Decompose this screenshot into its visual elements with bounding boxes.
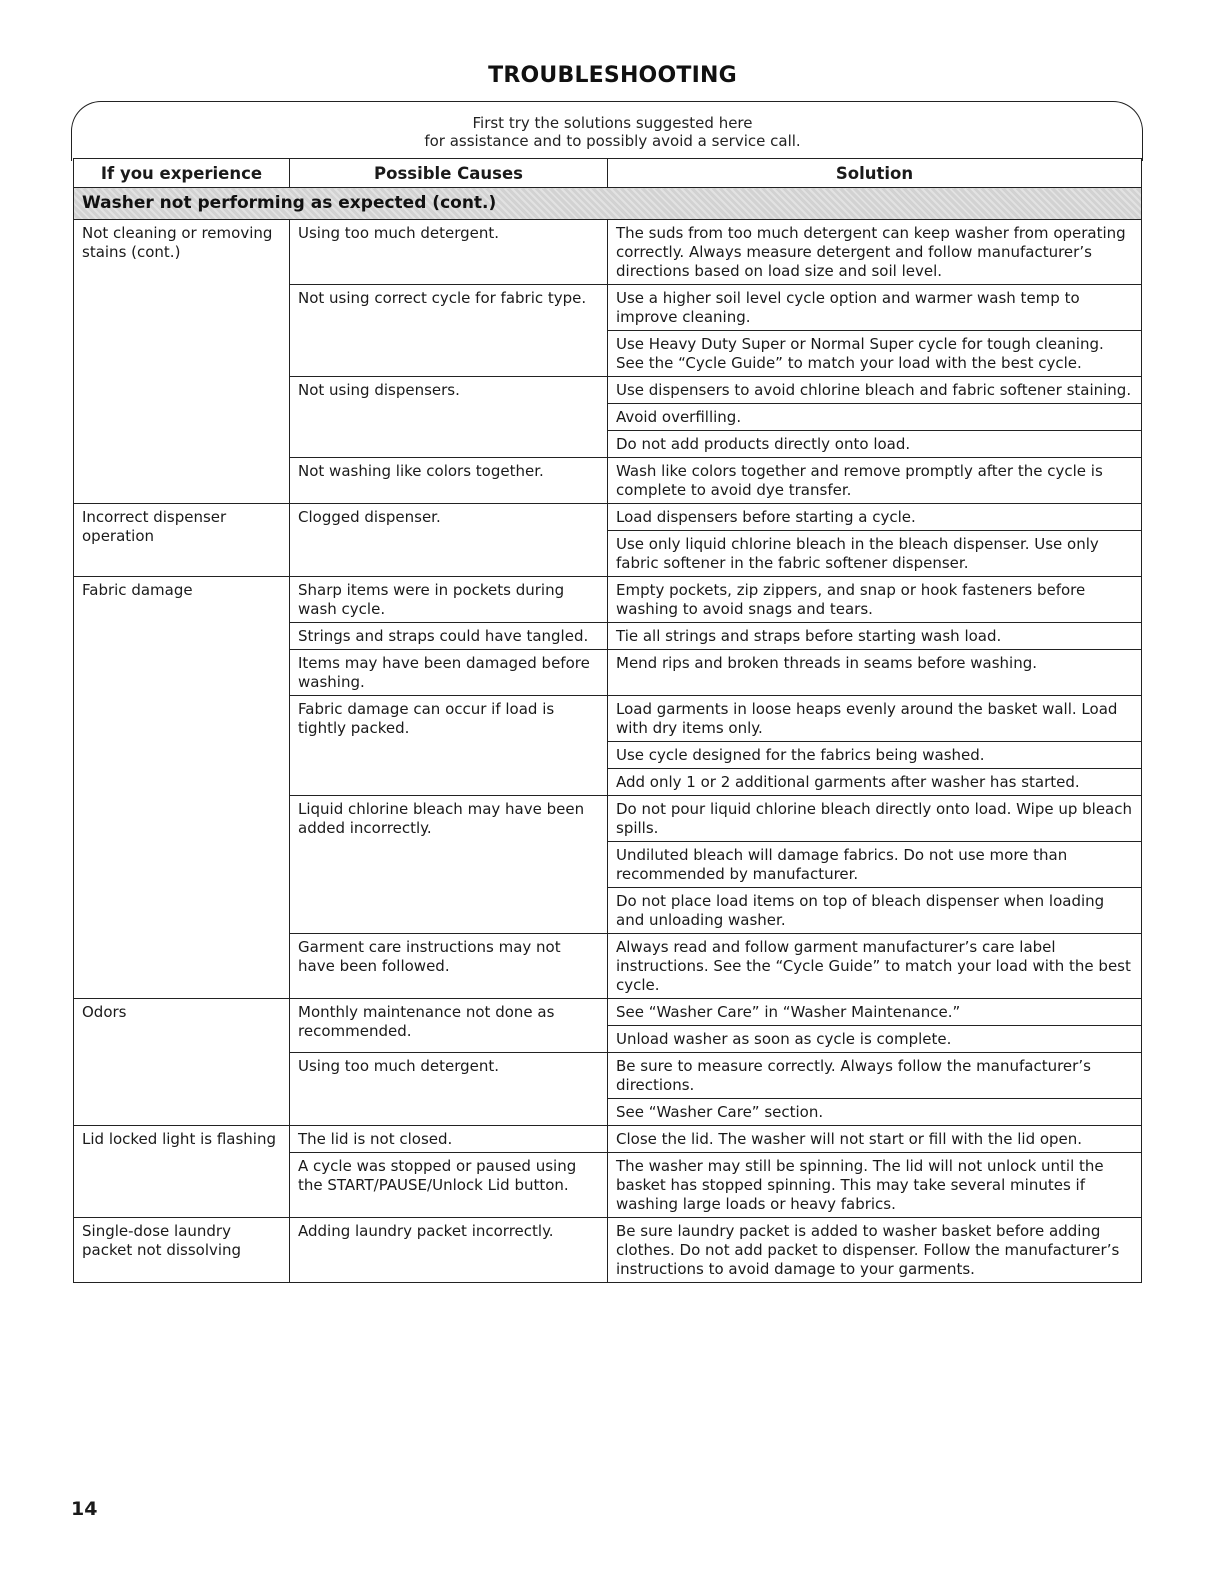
- solution-cell: Load dispensers before starting a cycle.: [608, 504, 1142, 531]
- header-problem: If you experience: [74, 159, 290, 188]
- solution-cell: Add only 1 or 2 additional garments after washer has started.: [608, 769, 1142, 796]
- intro-text: [0, 114, 1225, 150]
- cause-cell: Strings and straps could have tangled.: [290, 623, 608, 650]
- table-row: [74, 1218, 1142, 1283]
- solution-cell: Use only liquid chlorine bleach in the bleach dispenser. Use only fabric softener in the fabric softener dispenser.: [608, 531, 1142, 577]
- solution-cell: Use cycle designed for the fabrics being washed.: [608, 742, 1142, 769]
- solution-cell: Use a higher soil level cycle option and warmer wash temp to improve cleaning.: [608, 285, 1142, 331]
- page-title: TROUBLESHOOTING: [488, 63, 737, 88]
- problem-cell: Lid locked light is flashing: [74, 1126, 290, 1218]
- table-row: [74, 999, 1142, 1026]
- table-body: [74, 188, 1142, 1283]
- solution-cell: The suds from too much detergent can keep washer from operating correctly. Always measure detergent and follow manufacturer’s directions based on load size and soil level.: [608, 220, 1142, 285]
- solution-cell: See “Washer Care” section.: [608, 1099, 1142, 1126]
- cause-cell: The lid is not closed.: [290, 1126, 608, 1153]
- cause-cell: Using too much detergent.: [290, 220, 608, 285]
- solution-cell: Avoid overfilling.: [608, 404, 1142, 431]
- intro-line: First try the solutions suggested here: [472, 114, 753, 132]
- solution-cell: Undiluted bleach will damage fabrics. Do not use more than recommended by manufacturer.: [608, 842, 1142, 888]
- cause-cell: Garment care instructions may not have been followed.: [290, 934, 608, 999]
- table-row: [74, 1126, 1142, 1153]
- troubleshooting-table: [73, 158, 1142, 1283]
- problem-cell: Not cleaning or removing stains (cont.): [74, 220, 290, 504]
- solution-cell: Mend rips and broken threads in seams before washing.: [608, 650, 1142, 696]
- cause-cell: Monthly maintenance not done as recommended.: [290, 999, 608, 1053]
- solution-cell: Close the lid. The washer will not start or fill with the lid open.: [608, 1126, 1142, 1153]
- solution-cell: Empty pockets, zip zippers, and snap or hook fasteners before washing to avoid snags and tears.: [608, 577, 1142, 623]
- solution-cell: Load garments in loose heaps evenly around the basket wall. Load with dry items only.: [608, 696, 1142, 742]
- section-heading: Washer not performing as expected (cont.): [74, 188, 1142, 220]
- solution-cell: The washer may still be spinning. The lid will not unlock until the basket has stopped spinning. This may take several minutes if washing large loads or heavy fabrics.: [608, 1153, 1142, 1218]
- cause-cell: Not using dispensers.: [290, 377, 608, 458]
- header-solution: Solution: [608, 159, 1142, 188]
- solution-cell: Use dispensers to avoid chlorine bleach and fabric softener staining.: [608, 377, 1142, 404]
- section-row: [74, 188, 1142, 220]
- cause-cell: Clogged dispenser.: [290, 504, 608, 577]
- cause-cell: Sharp items were in pockets during wash cycle.: [290, 577, 608, 623]
- table-row: [74, 504, 1142, 531]
- cause-cell: Items may have been damaged before washing.: [290, 650, 608, 696]
- cause-cell: Liquid chlorine bleach may have been added incorrectly.: [290, 796, 608, 934]
- problem-cell: Fabric damage: [74, 577, 290, 999]
- table-row: [74, 220, 1142, 285]
- intro-line: for assistance and to possibly avoid a service call.: [424, 132, 801, 150]
- cause-cell: Not using correct cycle for fabric type.: [290, 285, 608, 377]
- problem-cell: Single-dose laundry packet not dissolving: [74, 1218, 290, 1283]
- problem-cell: Incorrect dispenser operation: [74, 504, 290, 577]
- table-row: [74, 577, 1142, 623]
- solution-cell: Do not pour liquid chlorine bleach directly onto load. Wipe up bleach spills.: [608, 796, 1142, 842]
- cause-cell: Fabric damage can occur if load is tightly packed.: [290, 696, 608, 796]
- cause-cell: Not washing like colors together.: [290, 458, 608, 504]
- solution-cell: Be sure laundry packet is added to washer basket before adding clothes. Do not add packet to dispenser. Follow the manufacturer’s instructions to avoid damage to your garments.: [608, 1218, 1142, 1283]
- problem-cell: Odors: [74, 999, 290, 1126]
- cause-cell: Adding laundry packet incorrectly.: [290, 1218, 608, 1283]
- solution-cell: Tie all strings and straps before starting wash load.: [608, 623, 1142, 650]
- solution-cell: See “Washer Care” in “Washer Maintenance.”: [608, 999, 1142, 1026]
- solution-cell: Do not add products directly onto load.: [608, 431, 1142, 458]
- header-row: [74, 159, 1142, 188]
- solution-cell: Use Heavy Duty Super or Normal Super cycle for tough cleaning. See the “Cycle Guide” to match your load with the best cycle.: [608, 331, 1142, 377]
- solution-cell: Wash like colors together and remove promptly after the cycle is complete to avoid dye transfer.: [608, 458, 1142, 504]
- solution-cell: Unload washer as soon as cycle is complete.: [608, 1026, 1142, 1053]
- solution-cell: Be sure to measure correctly. Always follow the manufacturer’s directions.: [608, 1053, 1142, 1099]
- cause-cell: A cycle was stopped or paused using the START/PAUSE/Unlock Lid button.: [290, 1153, 608, 1218]
- solution-cell: Do not place load items on top of bleach dispenser when loading and unloading washer.: [608, 888, 1142, 934]
- solution-cell: Always read and follow garment manufacturer’s care label instructions. See the “Cycle Guide” to match your load with the best cycle.: [608, 934, 1142, 999]
- page-number: 14: [71, 1498, 98, 1520]
- cause-cell: Using too much detergent.: [290, 1053, 608, 1126]
- header-causes: Possible Causes: [290, 159, 608, 188]
